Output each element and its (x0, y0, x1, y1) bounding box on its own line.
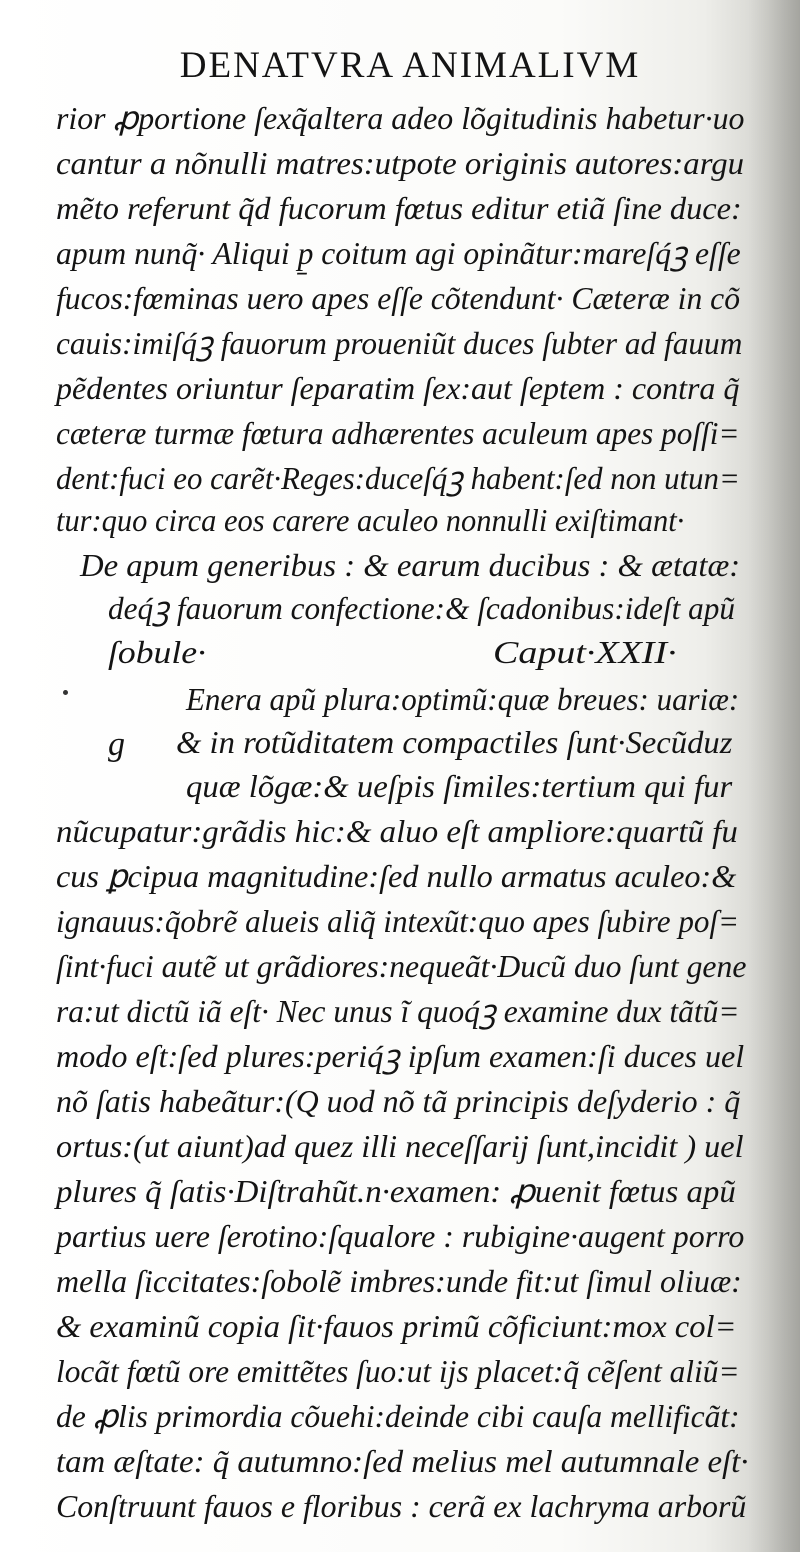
chapter-number: Caput·XXII· (493, 634, 677, 670)
text-line: quæ lõgæ:& ueſpis ſimiles:tertium qui fur (186, 768, 733, 804)
ink-speck (63, 690, 68, 695)
text-line: tam æſtate: q̃ autumno:ſed melius mel autumnale eſt· (56, 1443, 749, 1479)
text-line: cantur a nõnulli matres:utpote originis autores:argu (56, 145, 745, 181)
chapter-heading-line: ſobule· (108, 634, 206, 670)
text-line: mẽto referunt q̃d fucorum fœtus editur etiã ſine duce: (56, 190, 742, 226)
text-line: rior ꝓportione ſexq̃altera adeo lõgitudinis habetur·uo (56, 100, 745, 136)
text-line: ignauus:q̃obrẽ alueis aliq̃ intexũt:quo apes ſubire poſ= (56, 903, 740, 939)
text-line: cauis:imiſq́ꝫ fauorum proueniũt duces ſubter ad fauum (56, 325, 743, 361)
chapter-heading-line: deq́ꝫ fauorum confectione:& ſcadonibus:ideſt apũ (108, 590, 735, 626)
chapter-heading-line: De apum generibus : & earum ducibus : & ætatæ: (80, 547, 741, 583)
text-line: de ꝓlis primordia cõuehi:deinde cibi cauſa mellificãt: (56, 1398, 740, 1434)
text-line: tur:quo circa eos carere aculeo nonnulli exiſtimant· (56, 502, 685, 538)
text-line: Enera apũ plura:optimũ:quæ breues: uariæ: (186, 681, 740, 717)
text-line: & in rotũditatem compactiles ſunt·Secũduz (176, 724, 733, 760)
text-line: partius uere ſerotino:ſqualore : rubigine·augent porro (56, 1218, 745, 1254)
text-line: locãt fœtũ ore emittẽtes ſuo:ut ijs placet:q̃ cẽſent aliũ= (56, 1353, 740, 1389)
page-edge-shadow (748, 0, 800, 1552)
text-line: nũcupatur:grãdis hic:& aluo eſt ampliore:quartũ fu (56, 813, 738, 849)
text-line: dent:fuci eo carẽt·Reges:duceſq́ꝫ habent:ſed non utun= (56, 460, 740, 496)
text-line: pẽdentes oriuntur ſeparatim ſex:aut ſeptem : contra q̃ (56, 370, 740, 406)
text-line: plures q̃ ſatis·Diſtrahũt.n·examen: ꝓuenit fœtus apũ (56, 1173, 736, 1209)
text-line: ſint·fuci autẽ ut grãdiores:nequeãt·Ducũ duo ſunt gene (56, 948, 747, 984)
text-line: cæteræ turmæ fœtura adhærentes aculeum apes poſſi= (56, 415, 740, 451)
text-line: ra:ut dictũ iã eſt· Nec unus ĩ quoq́ꝫ examine dux tãtũ= (56, 993, 740, 1029)
text-line: nõ ſatis habeãtur:(Q uod nõ tã principis deſyderio : q̃ (56, 1083, 741, 1119)
initial-letter: g (108, 726, 125, 763)
text-line: mella ſiccitates:ſobolẽ imbres:unde fit:ut ſimul oliuæ: (56, 1263, 742, 1299)
text-line: fucos:fœminas uero apes eſſe cõtendunt· Cæteræ in cõ (56, 280, 741, 316)
text-line: modo eſt:ſed plures:periq́ꝫ ipſum examen:ſi duces uel (56, 1038, 745, 1074)
text-line: & examinũ copia ſit·fauos primũ cõficiunt:mox col= (56, 1308, 737, 1344)
running-head: DENATVRA ANIMALIVM (179, 45, 641, 86)
text-line: apum nunq̃· Aliqui p̱ coitum agi opinãtur:mareſq́ꝫ eſſe (56, 235, 741, 271)
text-line: ortus:(ut aiunt)ad quez illi neceſſarij ſunt,incidit ) uel (56, 1128, 744, 1164)
text-line: Conſtruunt fauos e floribus : cerã ex lachryma arborũ (56, 1488, 747, 1524)
text-line: cus ꝑcipua magnitudine:ſed nullo armatus aculeo:& (56, 858, 737, 894)
